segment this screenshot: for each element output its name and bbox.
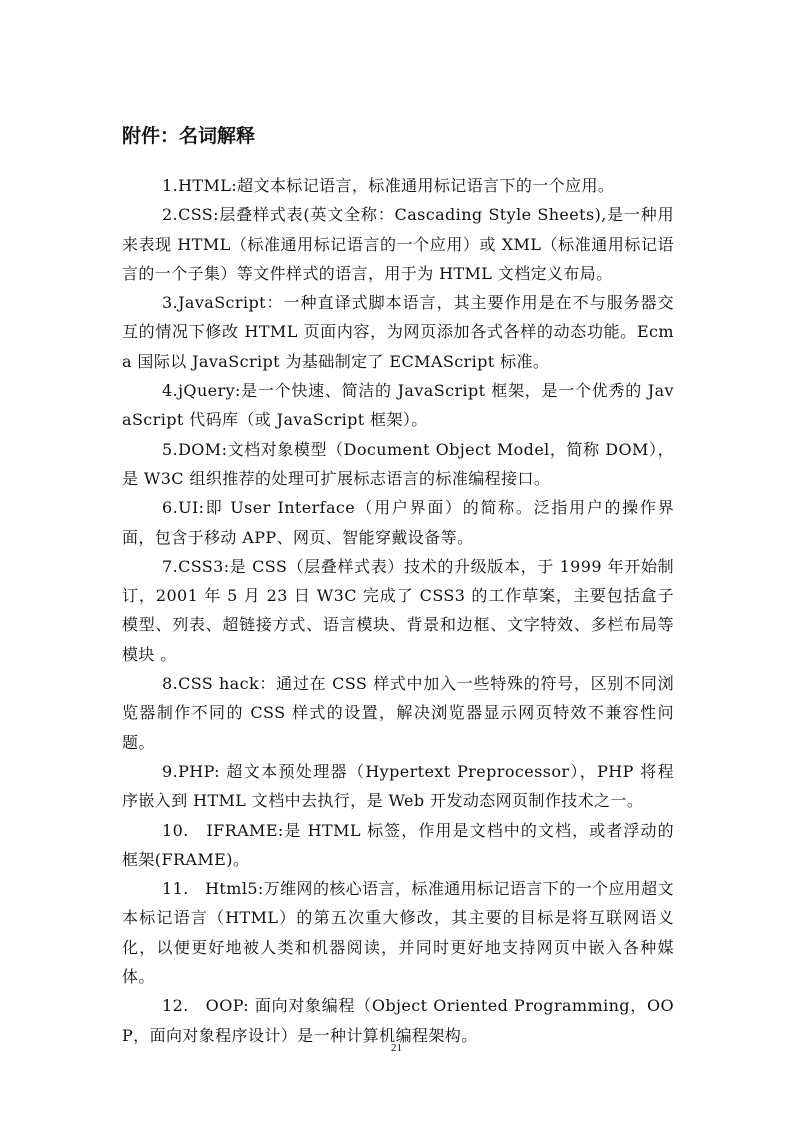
glossary-item-html5: 11. Html5:万维网的核心语言，标准通用标记语言下的一个应用超文本标记语言（HTML）的第五次重大修改，其主要的目标是将互联网语义化，以便更好地被人类和机器阅读，并同时更好地支持网页中嵌入各种媒体。 (122, 879, 674, 987)
glossary-item-javascript: 3.JavaScript：一种直译式脚本语言，其主要作用是在不与服务器交互的情况下修改 HTML 页面内容，为网页添加各式各样的动态功能。Ecma 国际以 JavaScript 为基础制定了 ECMAScript 标准。 (122, 293, 674, 371)
glossary-item-jquery: 4.jQuery:是一个快速、简洁的 JavaScript 框架，是一个优秀的 JavaScript 代码库（或 JavaScript 框架）。 (122, 381, 674, 430)
glossary-item-css3: 7.CSS3:是 CSS（层叠样式表）技术的升级版本，于 1999 年开始制订，2001 年 5 月 23 日 W3C 完成了 CSS3 的工作草案，主要包括盒子模型、列表、超链接方式、语言模块、背景和边框、文字特效、多栏布局等模块 。 (122, 556, 674, 664)
glossary-item-dom: 5.DOM:文档对象模型（Document Object Model，简称 DOM），是 W3C 组织推荐的处理可扩展标志语言的标准编程接口。 (122, 439, 674, 488)
glossary-item-html: 1.HTML:超文本标记语言，标准通用标记语言下的一个应用。 (162, 176, 615, 195)
glossary-item-php: 9.PHP: 超文本预处理器（Hypertext Preprocessor），PHP 将程序嵌入到 HTML 文档中去执行，是 Web 开发动态网页制作技术之一。 (122, 761, 674, 811)
glossary-body (122, 171, 674, 1050)
glossary-item-ui: 6.UI:即 User Interface（用户界面）的简称。泛指用户的操作界面，包含于移动 APP、网页、智能穿戴设备等。 (122, 498, 674, 547)
glossary-item-css-hack: 8.CSS hack：通过在 CSS 样式中加入一些特殊的符号，区别不同浏览器制作不同的 CSS 样式的设置，解决浏览器显示网页特效不兼容性问题。 (122, 674, 674, 752)
page-title: 附件：名词解释 (122, 125, 256, 147)
glossary-item-oop: 12. OOP: 面向对象编程（Object Oriented Programming，OOP，面向对象程序设计）是一种计算机编程架构。 (122, 996, 674, 1045)
page-number: 21 (391, 1042, 402, 1054)
glossary-item-iframe: 10. IFRAME:是 HTML 标签，作用是文档中的文档，或者浮动的框架(FRAME)。 (122, 820, 674, 869)
glossary-item-css: 2.CSS:层叠样式表(英文全称：Cascading Style Sheets),是一种用来表现 HTML（标准通用标记语言的一个应用）或 XML（标准通用标记语言的一个子集）等文件样式的语言，用于为 HTML 文档定义布局。 (122, 205, 674, 283)
